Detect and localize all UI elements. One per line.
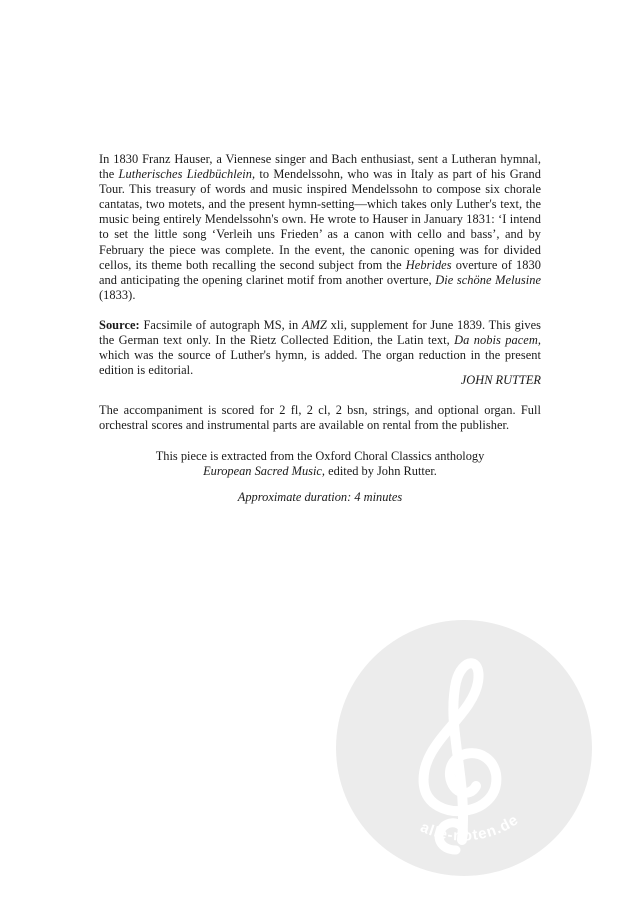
source-italic-da-nobis-pacem: Da nobis pacem,	[454, 333, 541, 348]
intro-italic-liedbuchlein: Lutherisches Liedbüchlein,	[118, 167, 256, 182]
intro-italic-melusine: Die schöne Melusine	[435, 272, 541, 287]
source-text-3: which was the source of Luther's hymn, is added. The organ reduction in the present edition is editorial.	[99, 348, 541, 378]
intro-italic-hebrides: Hebrides	[405, 257, 452, 272]
source-paragraph	[99, 318, 541, 378]
duration-note: Approximate duration: 4 minutes	[237, 490, 403, 504]
intro-text-2: to Mendelssohn, who was in Italy as part of his Grand Tour. This treasury of words and music inspired Mendelssohn to compose six chorale cantatas, two motets, and the present hymn-setting—which takes only Luther's text, the music being entirely Mendelssohn's own. He wrote to Hauser in January 1831: ‘I intend to set the little song ‘Verleih uns Frieden’ as a canon with cello and bass’, and by February the piece was complete. In the event, the canonic opening was for divided cellos, its theme both recalling the second subject from the	[99, 167, 542, 272]
intro-text-3: overture of 1830 and anticipating the opening clarinet motif from another overture,	[99, 257, 541, 287]
source-text-2: xli, supplement for June 1839. This gives the German text only. In the Rietz Collected Edition, the Latin text,	[99, 318, 541, 348]
extract-note	[99, 449, 541, 479]
source-italic-amz: AMZ	[301, 318, 327, 332]
author-signature: JOHN RUTTER	[460, 373, 541, 387]
source-text-1: Facsimile of autograph MS, in	[139, 318, 302, 332]
intro-paragraph	[99, 152, 541, 303]
accompaniment-paragraph: The accompaniment is scored for 2 fl, 2 cl, 2 bsn, strings, and optional organ. Full orchestral scores and instrumental parts are available on rental from the publisher.	[99, 403, 541, 433]
watermark-text: alle-noten.de	[417, 811, 522, 845]
extract-editor: edited by John Rutter.	[325, 464, 437, 479]
anthology-title: European Sacred Music,	[203, 464, 326, 479]
extract-line-2	[99, 464, 541, 479]
extract-line-1: This piece is extracted from the Oxford Choral Classics anthology	[155, 449, 485, 463]
watermark-logo	[334, 618, 594, 878]
intro-text-1: In 1830 Franz Hauser, a Viennese singer and Bach enthusiast, sent a Lutheran hymnal, the	[99, 152, 541, 182]
source-label: Source:	[99, 318, 140, 332]
intro-text-4: (1833).	[99, 287, 136, 302]
